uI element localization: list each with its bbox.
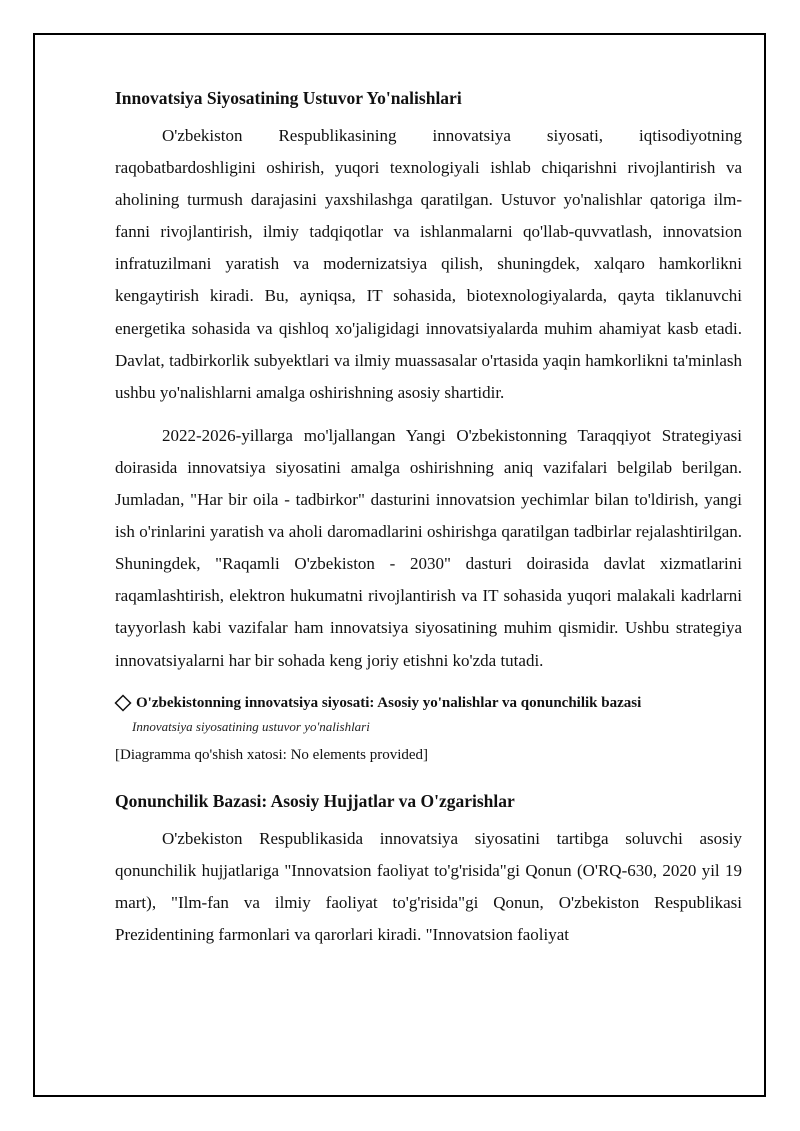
diagram-error-message: [Diagramma qo'shish xatosi: No elements provided] bbox=[115, 746, 429, 763]
paragraph-legislation-1: O'zbekiston Respublikasida innovatsiya siyosatini tartibga soluvchi asosiy qonunchilik hujjatlariga "Innovatsion faoliyat to'g'risida"gi Qonun (O'RQ-630, 2020 yil 19 mart), "Ilm-fan va ilmiy faoliyat to'g'risida"gi Qonun, O'zbekiston Respublikasi Prezidentining farmonlari va qarorlari kiradi. "Innovatsion faoliyat bbox=[115, 828, 742, 944]
section-heading-legislation: Qonunchilik Bazasi: Asosiy Hujjatlar va O'zgarishlar bbox=[115, 790, 515, 811]
document-body bbox=[115, 86, 742, 962]
diamond-icon bbox=[114, 694, 132, 712]
paragraph-strategy-2: 2022-2026-yillarga mo'ljallangan Yangi O'zbekistonning Taraqqiyot Strategiyasi doirasida innovatsiya siyosatini amalga oshirishning aniq vazifalari belgilab berilgan. Jumladan, "Har bir oila - tadbirkor" dasturini innovatsion yechimlar bilan to'ldirish, yangi ish o'rinlarini yaratish va aholi daromadlarini oshirishga qaratilgan tadbirlar rejalashtirilgan. Shuningdek, "Raqamli O'zbekiston - 2030" dasturi doirasida davlat xizmatlarini raqamlashtirish, elektron hukumatni rivojlantirish va IT sohasida yuqori malakali kadrlarni tayyorlash kabi vazifalar ham innovatsiya siyosatining muhim qismidir. Ushbu strategiya innovatsiyalarni har bir sohada keng joriy etishni ko'zda tutadi. bbox=[115, 425, 742, 670]
diagram-block bbox=[115, 693, 742, 765]
diagram-subtitle: Innovatsiya siyosatining ustuvor yo'nalishlari bbox=[132, 718, 370, 734]
diagram-title-row bbox=[114, 693, 742, 713]
paragraph-priorities-1: O'zbekiston Respublikasining innovatsiya siyosati, iqtisodiyotning raqobatbardoshligini oshirish, yuqori texnologiyali ishlab chiqarishni rivojlantirish va aholining turmush darajasini yaxshilashga qaratilgan. Ustuvor yo'nalishlar qatoriga ilm-fanni rivojlantirish, ilmiy tadqiqotlar va ishlanmalarni qo'llab-quvvatlash, innovatsion infratuzilmani yaratish va modernizatsiya qilish, shuningdek, xalqaro hamkorlikni kengaytirish kiradi. Bu, ayniqsa, IT sohasida, biotexnologiyalarda, qayta tiklanuvchi energetika sohasida va qishloq xo'jaligidagi innovatsiyalarda muhim ahamiyat kasb etadi. Davlat, tadbirkorlik subyektlari va ilmiy muassasalar o'rtasida yaqin hamkorlikni ta'minlash ushbu yo'nalishlarni amalga oshirishning asosiy shartidir. bbox=[115, 126, 742, 402]
diagram-title: O'zbekistonning innovatsiya siyosati: Asosiy yo'nalishlar va qonunchilik bazasi bbox=[136, 694, 642, 711]
section-heading-priorities: Innovatsiya Siyosatining Ustuvor Yo'nalishlari bbox=[115, 88, 462, 108]
